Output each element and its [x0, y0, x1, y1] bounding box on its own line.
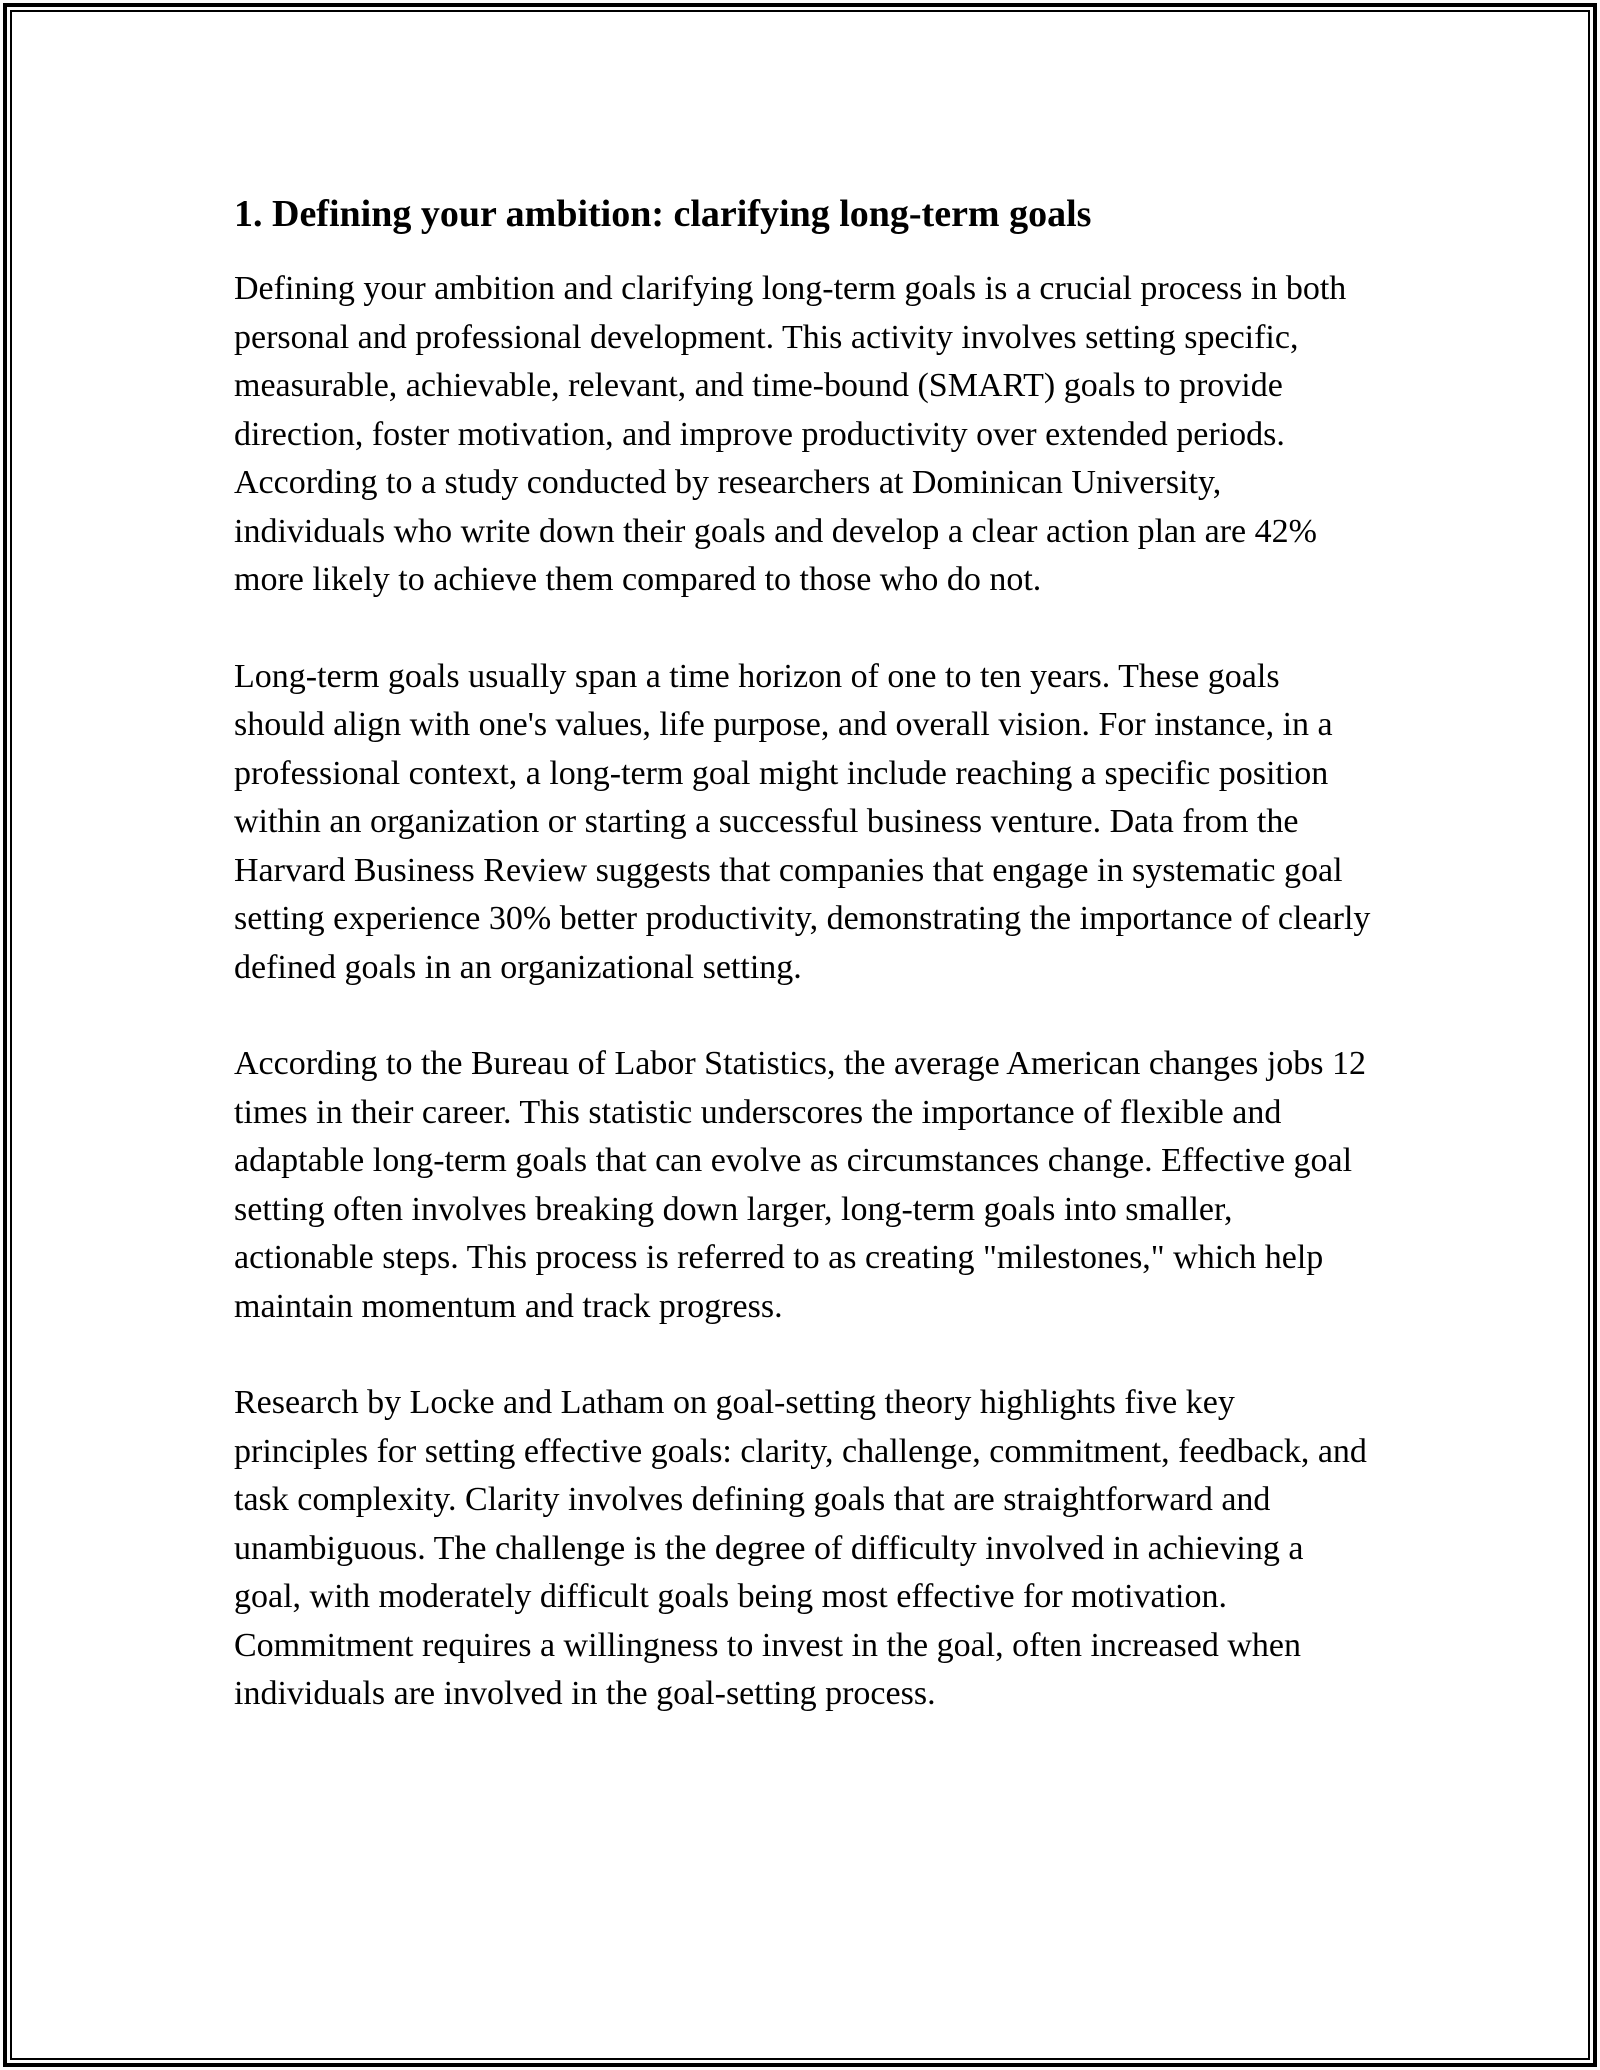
- paragraph-2: Long-term goals usually span a time horizon of one to ten years. These goals should align with one's values, life purpose, and overall vision. For instance, in a professional context, a long-term goal might include reaching a specific position within an organization or starting a successful business venture. Data from the Harvard Business Review suggests that companies that engage in systematic goal setting experience 30% better productivity, demonstrating the importance of clearly defined goals in an organizational setting.: [234, 657, 1371, 986]
- paragraph-3: According to the Bureau of Labor Statistics, the average American changes jobs 12 times in their career. This statistic underscores the importance of flexible and adaptable long-term goals that can evolve as circumstances change. Effective goal setting often involves breaking down larger, long-term goals into smaller, actionable steps. This process is referred to as creating "milestones," which help maintain momentum and track progress.: [234, 1045, 1367, 1325]
- paragraph-1: Defining your ambition and clarifying long-term goals is a crucial process in both personal and professional development. This activity involves setting specific, measurable, achievable, relevant, and time-bound (SMART) goals to provide direction, foster motivation, and improve productivity over extended periods. According to a study conducted by researchers at Dominican University, individuals who write down their goals and develop a clear action plan are 42% more likely to achieve them compared to those who do not.: [234, 270, 1347, 598]
- paragraph-4: Research by Locke and Latham on goal-setting theory highlights five key principles for setting effective goals: clarity, challenge, commitment, feedback, and task complexity. Clarity involves defining goals that are straightforward and unambiguous. The challenge is the degree of difficulty involved in achieving a goal, with moderately difficult goals being most effective for motivation. Commitment requires a willingness to invest in the goal, often increased when individuals are involved in the goal-setting process.: [234, 1384, 1367, 1712]
- document-body: [234, 185, 1374, 1767]
- section-heading: 1. Defining your ambition: clarifying long-term goals: [234, 193, 1092, 235]
